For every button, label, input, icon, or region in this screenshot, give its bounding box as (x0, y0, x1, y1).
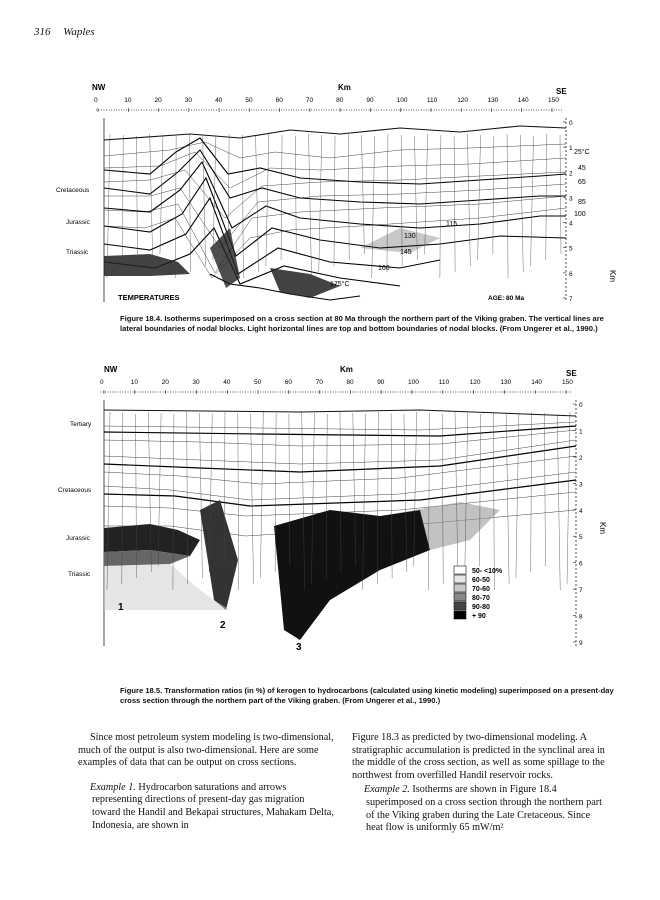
fig1-iso-145: 145 (400, 249, 412, 256)
fig2-depth-unit: Km (598, 522, 607, 534)
fig1-km-tick: 10 (124, 97, 132, 104)
fig2-km-tick: 130 (500, 379, 512, 386)
fig2-depth-tick: 0 (579, 402, 583, 409)
block-boundary (160, 135, 163, 254)
fig1-nw-label: NW (92, 83, 106, 92)
page-number: 316 (34, 26, 51, 38)
fig1-iso-130: 130 (404, 233, 416, 240)
legend-label-1: 60-50 (472, 577, 490, 584)
block-boundary (334, 136, 335, 266)
block-boundary (520, 135, 523, 272)
block-boundary (442, 414, 443, 584)
fig2-km-tick: 40 (223, 379, 231, 386)
fig2-km-tick: 140 (531, 379, 543, 386)
fig2-depth-tick: 4 (579, 507, 583, 515)
fig2-se-label: SE (566, 369, 577, 378)
block-boundary (480, 414, 481, 566)
fig1-age-label: AGE: 80 Ma (488, 295, 525, 302)
fig2-block-1: 1 (118, 602, 124, 613)
fig2-km-tick: 90 (377, 379, 385, 386)
fig1-depth-tick: 6 (569, 270, 573, 278)
fig1-depth-tick: 3 (569, 195, 573, 203)
legend-label-3: 80-70 (472, 595, 490, 602)
fig1-iso-25: 25°C (574, 149, 590, 156)
fig1-km-tick: 140 (517, 97, 529, 104)
fig2-km-tick: 120 (469, 379, 481, 386)
fig2-label-cretaceous: Cretaceous (58, 487, 92, 494)
fig1-km-tick: 70 (305, 97, 314, 104)
example-2 (352, 784, 608, 834)
legend-swatch-4 (454, 602, 466, 610)
fig2-block-3: 3 (296, 642, 302, 653)
block-boundary (199, 413, 202, 578)
fig2-depth-tick: 2 (579, 454, 583, 462)
fig1-km-tick: 20 (154, 97, 162, 104)
block-boundary (173, 414, 174, 590)
block-boundary (516, 414, 519, 578)
fig2-label-jurassic: Jurassic (66, 535, 90, 542)
block-boundary (251, 414, 254, 584)
figure-18-4-svg (0, 78, 660, 310)
block-boundary (372, 136, 375, 278)
fig1-km-tick: 40 (215, 97, 223, 104)
block-boundary (281, 135, 282, 260)
block-boundary (454, 136, 455, 272)
fig1-km-tick: 60 (275, 97, 283, 104)
fig2-label-triassic: Triassic (68, 571, 91, 578)
block-boundary (544, 413, 545, 566)
running-title: Waples (63, 26, 95, 38)
legend-label-4: 90-80 (472, 604, 490, 611)
example-1 (78, 782, 334, 832)
fig2-km-label: Km (340, 365, 353, 374)
left-column (78, 732, 334, 844)
figure-18-4-caption: Figure 18.4. Isotherms superimposed on a cross section at 80 Ma through the northern part of the Viking graben. The vertical lines are lateral boundaries of nodal blocks. Light horizontal lines are top and bottom boundaries of nodal blocks. (From Ungerer et al., 1990.) (120, 314, 604, 333)
fig2-km-tick: 50 (254, 379, 262, 386)
fig1-iso-65: 65 (578, 179, 586, 186)
fig2-km-tick: 110 (438, 379, 450, 386)
block-boundary (467, 134, 470, 266)
fig1-km-tick: 150 (548, 97, 559, 104)
fig2-km-tick: 0 (100, 379, 104, 386)
block-boundary (428, 413, 429, 590)
fig2-nw-label: NW (104, 365, 118, 374)
figure-18-5-caption: Figure 18.5. Transformation ratios (in %) of kerogen to hydrocarbons (calculated using kinetic modeling) superimposed on a present-day cross section through the northern part of the Viking graben. (From Ungerer et al., 1990.) (120, 686, 614, 705)
fig1-depth-tick: 1 (569, 145, 573, 153)
right-column (352, 732, 608, 847)
example-2-label: Example 2. (364, 784, 410, 796)
legend-swatch-2 (454, 584, 466, 592)
block-boundary (440, 135, 441, 278)
fig1-km-tick: 90 (366, 97, 374, 104)
block-boundary (567, 412, 570, 584)
fig2-depth-tick: 5 (579, 534, 583, 542)
fig2-depth-ticks (573, 402, 583, 647)
fig1-depth-tick: 2 (569, 170, 573, 178)
fig1-km-tick: 30 (184, 97, 193, 104)
fig1-temperatures-label: TEMPERATURES (118, 293, 180, 302)
fig1-iso-115: 115 (446, 221, 458, 228)
fig1-km-tick: 120 (457, 97, 469, 104)
fig2-depth-tick: 8 (579, 613, 583, 621)
block-boundary (266, 134, 269, 266)
fig2-km-tick: 60 (284, 379, 293, 386)
fig1-depth-tick: 7 (569, 296, 573, 303)
fig1-km-tick: 50 (245, 97, 253, 104)
block-boundary (557, 414, 560, 590)
fig1-km-label: Km (338, 83, 351, 92)
fig1-km-tick: 130 (487, 97, 499, 104)
running-header (34, 26, 95, 38)
block-boundary (506, 413, 509, 584)
fig1-iso-100: 100 (574, 211, 586, 218)
block-boundary (122, 135, 123, 272)
fig2-label-tertiary: Tertiary (70, 421, 92, 428)
fig2-depth-tick: 7 (579, 587, 583, 595)
fig1-depth-tick: 5 (569, 245, 573, 253)
block-boundary (238, 413, 239, 590)
figure-18-5-svg (0, 360, 660, 660)
block-boundary (478, 135, 481, 260)
fig2-depth-tick: 9 (579, 640, 583, 647)
fig1-depth-tick: 4 (569, 220, 573, 228)
fig2-km-tick: 80 (346, 379, 354, 386)
fig2-km-tick: 100 (408, 379, 419, 386)
fig2-maturity-fills (104, 500, 500, 640)
block-boundary (560, 135, 561, 254)
fig1-shaded-blocks (104, 228, 440, 298)
fig2-depth-tick: 3 (579, 481, 583, 489)
block-boundary (136, 136, 137, 266)
fig2-km-tick: 10 (130, 379, 139, 386)
fig1-se-label: SE (556, 87, 567, 96)
example-1-label: Example 1. (90, 781, 136, 793)
fig1-iso-175: 175°C (330, 281, 350, 288)
fig1-depth-ticks (563, 120, 573, 303)
fig2-km-tick: 20 (161, 379, 169, 386)
legend-label-2: 70-60 (472, 586, 490, 593)
fig1-strata (104, 142, 566, 278)
continued-paragraph: Figure 18.3 as predicted by two-dimensional modeling. A stratigraphic accumulation is predicted in the synclinal area in the middle of the cross section, as well as some spillage to the northwest from overfilled Handil reservoir rocks. (352, 732, 605, 781)
fig1-label-cretaceous: Cretaceous (56, 187, 90, 194)
fig2-km-tick: 70 (315, 379, 323, 386)
example-2-text: Isotherms are shown in Figure 18.4 superimposed on a cross section through the northern part of the Viking graben during the Late Cretaceous. Since heat flow is uniformly 65 mW/m² (366, 784, 602, 834)
fig1-label-triassic: Triassic (66, 249, 89, 256)
block-boundary (319, 135, 322, 272)
fig1-km-tick: 110 (426, 97, 438, 104)
fig2-km-tick: 150 (562, 379, 573, 386)
block-boundary (465, 413, 468, 572)
fig1-block-boundaries (107, 134, 561, 278)
fig2-km-tick: 30 (192, 379, 200, 386)
fig1-depth-unit: Km (608, 270, 617, 282)
fig2-depth-tick: 6 (579, 560, 583, 568)
block-boundary (242, 135, 243, 278)
fig2-block-2: 2 (220, 620, 226, 631)
fig1-iso-85: 85 (578, 199, 586, 206)
block-boundary (546, 134, 547, 260)
fig1-km-tick: 80 (336, 97, 344, 104)
legend-swatch-3 (454, 593, 466, 601)
legend-label-5: + 90 (472, 613, 486, 620)
block-boundary (260, 412, 263, 578)
figure-18-5 (0, 360, 660, 660)
fig1-km-tick: 100 (396, 97, 408, 104)
fig2-depth-tick: 1 (579, 428, 583, 436)
block-boundary (275, 413, 276, 572)
intro-paragraph: Since most petroleum system modeling is two-dimensional, much of the output is also two-dimensional. Here are some examples of data that can be output on cross sections. (78, 732, 334, 769)
legend-swatch-5 (454, 611, 466, 619)
fig1-km-tick: 0 (94, 97, 98, 104)
fig1-depth-tick: 0 (569, 120, 573, 127)
figure-18-4 (0, 78, 660, 310)
legend-swatch-0 (454, 566, 466, 574)
block-boundary (361, 135, 364, 254)
block-boundary (203, 135, 206, 266)
fig1-iso-160: 160 (378, 265, 390, 272)
block-boundary (175, 136, 176, 278)
fig1-iso-45: 45 (578, 165, 586, 172)
block-boundary (150, 134, 153, 260)
block-boundary (295, 136, 296, 254)
legend-label-0: 50- <10% (472, 568, 503, 575)
block-boundary (348, 134, 349, 260)
legend-swatch-1 (454, 575, 466, 583)
example-1-text: Hydrocarbon saturations and arrows representing directions of present-day gas migration toward the Handil and Bekapai structures, Mahakam Delta, Indonesia, are shown in (92, 781, 334, 831)
fig2-legend (454, 566, 503, 620)
block-boundary (507, 134, 508, 278)
block-boundary (531, 412, 532, 572)
fig1-label-jurassic: Jurassic (66, 219, 90, 226)
block-boundary (531, 136, 534, 266)
